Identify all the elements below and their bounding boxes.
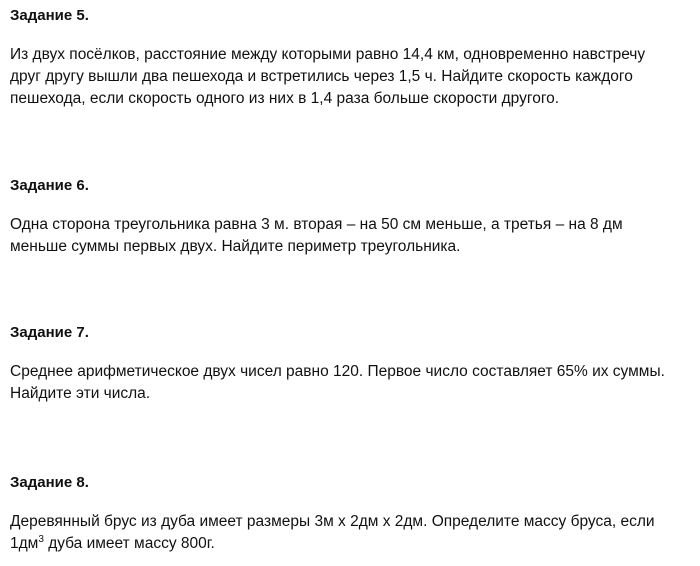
task-8-text: [10, 511, 690, 555]
task-8-title: Задание 8.: [10, 474, 89, 491]
task-8-unit: 1дм: [10, 535, 39, 552]
task-6-line-1: Одна сторона треугольника равна 3 м. вторая – на 50 см меньше, а третья – на 8 дм: [10, 216, 623, 233]
task-6-title: Задание 6.: [10, 177, 89, 194]
task-8: [10, 473, 690, 555]
task-5-line-1: Из двух посёлков, расстояние между которыми равно 14,4 км, одновременно навстречу: [10, 46, 646, 63]
task-8-line-2-rest: дуба имеет массу 800г.: [43, 535, 215, 552]
task-5-line-2: друг другу вышли два пешехода и встретились через 1,5 ч. Найдите скорость каждого: [10, 68, 633, 85]
task-5-text: [10, 44, 690, 110]
task-8-exponent: 3: [38, 533, 44, 545]
task-8-line-2: [10, 535, 215, 552]
task-5-line-3: пешехода, если скорость одного из них в 1,4 раза больше скорости другого.: [10, 90, 560, 107]
task-8-line-1: Деревянный брус из дуба имеет размеры 3м х 2дм х 2дм. Определите массу бруса, если: [10, 513, 655, 530]
task-5: [10, 6, 690, 110]
task-7: [10, 323, 690, 405]
task-7-text: [10, 361, 690, 405]
task-6-line-2: меньше суммы первых двух. Найдите периметр треугольника.: [10, 238, 461, 255]
task-7-title: Задание 7.: [10, 324, 89, 341]
task-7-line-2: Найдите эти числа.: [10, 385, 151, 402]
task-6-text: [10, 214, 690, 258]
task-7-line-1: Среднее арифметическое двух чисел равно 120. Первое число составляет 65% их суммы.: [10, 363, 665, 380]
task-6: [10, 176, 690, 258]
task-5-title: Задание 5.: [10, 7, 89, 24]
